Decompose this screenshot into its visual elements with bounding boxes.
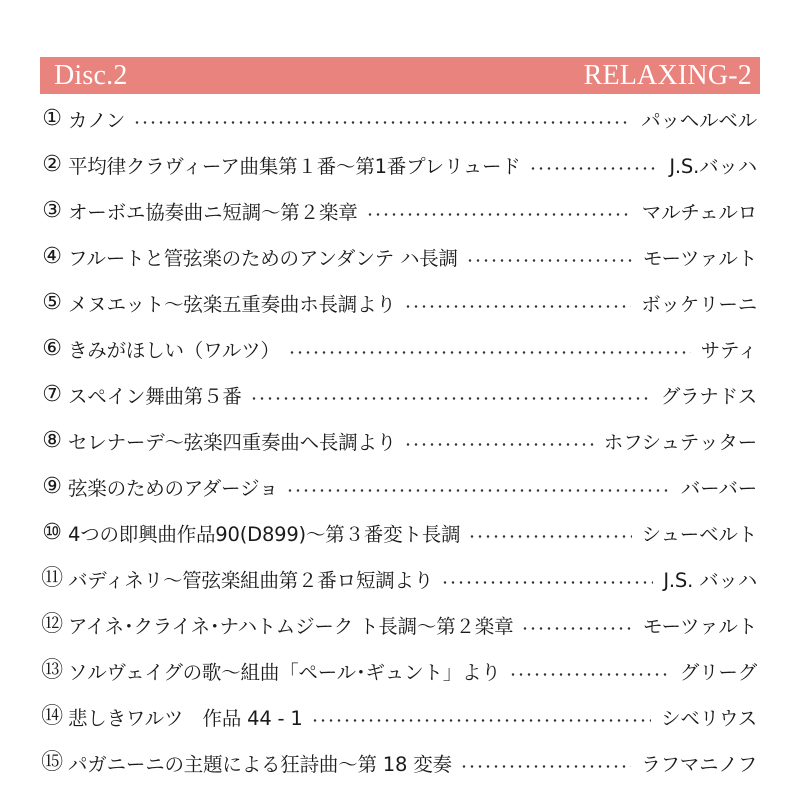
track-number: ⑤ xyxy=(42,290,62,315)
dot-leader xyxy=(288,351,691,354)
track-number: ⑦ xyxy=(42,382,62,407)
track-composer: ボッケリーニ xyxy=(641,293,757,316)
track-row xyxy=(39,740,757,786)
track-number: ⑨ xyxy=(42,474,62,499)
track-number: ⑪ xyxy=(41,566,63,591)
track-title: 平均律クラヴィーア曲集第１番～第1番プレリュード xyxy=(68,155,521,178)
track-title: オーボエ協奏曲ニ短調～第２楽章 xyxy=(68,201,358,224)
dot-leader xyxy=(286,489,671,492)
track-row xyxy=(39,602,757,648)
track-number: ③ xyxy=(42,198,62,223)
track-composer: ホフシュテッター xyxy=(603,431,757,454)
track-number: ⑬ xyxy=(41,658,63,683)
track-number: ④ xyxy=(42,244,62,269)
track-row xyxy=(39,142,757,188)
track-title: 悲しきワルツ 作品 44 - 1 xyxy=(68,707,303,730)
track-title: 4つの即興曲作品90(D899)～第３番変ト長調 xyxy=(68,523,461,546)
track-composer: グラナドス xyxy=(660,385,757,408)
dot-leader xyxy=(521,627,633,630)
track-title: 弦楽のためのアダージョ xyxy=(68,477,279,500)
dot-leader xyxy=(404,305,631,308)
track-title: パガニーニの主題による狂詩曲～第 18 変奏 xyxy=(68,753,452,776)
dot-leader xyxy=(311,719,652,722)
track-composer: J.S. バッハ xyxy=(663,569,757,592)
track-number: ⑮ xyxy=(41,750,63,775)
dot-leader xyxy=(133,121,631,124)
track-row xyxy=(39,694,757,740)
track-row xyxy=(39,464,757,510)
track-composer: ラフマニノフ xyxy=(641,753,757,776)
track-composer: J.S.バッハ xyxy=(669,155,757,178)
track-title: セレナーデ～弦楽四重奏曲ヘ長調より xyxy=(68,431,397,454)
dot-leader xyxy=(366,213,632,216)
dot-leader xyxy=(529,167,660,170)
track-title: スペイン舞曲第５番 xyxy=(68,385,242,408)
dot-leader xyxy=(466,259,633,262)
track-row xyxy=(39,96,757,142)
track-composer: シューベルト xyxy=(641,523,757,546)
track-number: ① xyxy=(42,106,62,131)
track-composer: サティ xyxy=(700,339,757,362)
track-row xyxy=(39,188,757,234)
dot-leader xyxy=(468,535,631,538)
track-composer: シベリウス xyxy=(661,707,757,730)
track-row xyxy=(39,556,757,602)
dot-leader xyxy=(250,397,651,400)
track-title: カノン xyxy=(68,109,126,132)
track-row xyxy=(39,510,757,556)
track-composer: グリーグ xyxy=(679,661,757,684)
track-list xyxy=(39,96,757,786)
dot-leader xyxy=(460,765,631,768)
track-composer: モーツァルト xyxy=(642,615,757,638)
track-row xyxy=(39,326,757,372)
track-title: アイネ･クライネ･ナハトムジーク ト長調～第２楽章 xyxy=(68,615,514,638)
dot-leader xyxy=(404,443,594,446)
dot-leader xyxy=(509,673,670,676)
track-title: バディネリ～管弦楽組曲第２番ロ短調より xyxy=(68,569,434,592)
track-number: ⑫ xyxy=(41,612,63,637)
track-composer: パッヘルベル xyxy=(641,109,757,132)
track-title: ソルヴェイグの歌～組曲「ペール･ギュント」より xyxy=(68,661,501,684)
track-row xyxy=(39,372,757,418)
track-number: ② xyxy=(42,152,62,177)
disc-header xyxy=(40,57,760,94)
album-title: RELAXING-2 xyxy=(583,60,752,91)
track-row xyxy=(39,280,757,326)
track-row xyxy=(39,648,757,694)
dot-leader xyxy=(441,581,653,584)
track-number: ⑥ xyxy=(42,336,62,361)
disc-label: Disc.2 xyxy=(54,60,128,91)
track-row xyxy=(39,234,757,280)
track-composer: バーバー xyxy=(680,477,757,500)
track-composer: マルチェルロ xyxy=(641,201,757,224)
track-composer: モーツァルト xyxy=(642,247,757,270)
track-title: フルートと管弦楽のためのアンダンテ ハ長調 xyxy=(68,247,458,270)
track-title: メヌエット～弦楽五重奏曲ホ長調より xyxy=(68,293,396,316)
track-number: ⑧ xyxy=(42,428,62,453)
track-title: きみがほしい（ワルツ） xyxy=(68,339,280,362)
track-row xyxy=(39,418,757,464)
track-number: ⑭ xyxy=(41,704,63,729)
track-number: ⑩ xyxy=(42,520,62,545)
